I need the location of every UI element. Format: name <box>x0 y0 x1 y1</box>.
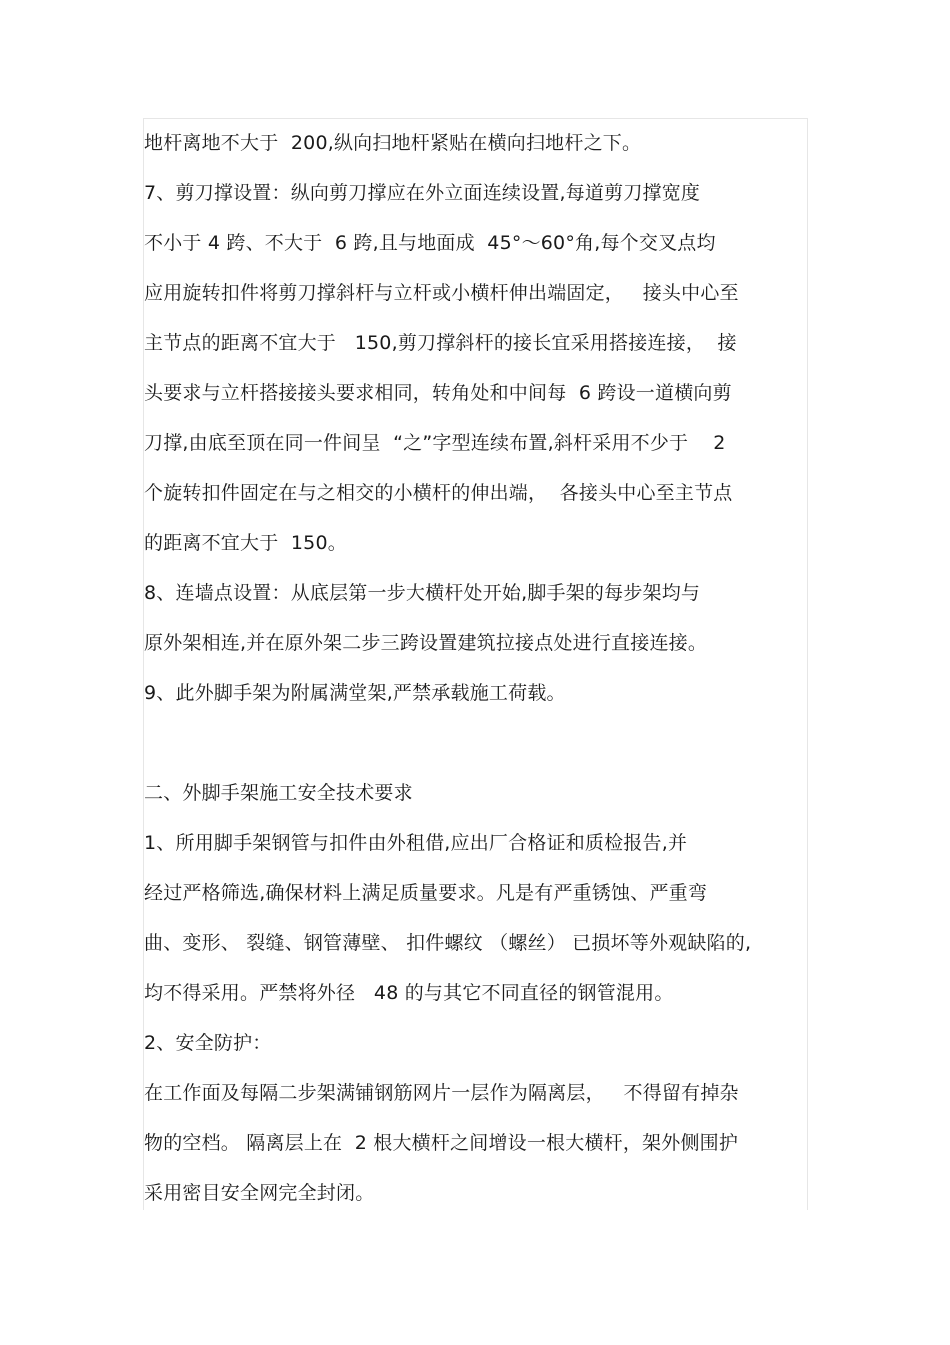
text-line-16: 曲、变形、 裂缝、钢管薄壁、 扣件螺纹 （螺丝） 已损坏等外观缺陷的, <box>144 932 752 954</box>
text-line-6: 头要求与立杆搭接接头要求相同，转角处和中间每 6 跨设一道横向剪 <box>144 382 732 404</box>
text-line-7: 刀撑,由底至顶在同一件间呈 “之”字型连续布置,斜杆采用不少于 2 <box>144 432 726 454</box>
text-line-4: 应用旋转扣件将剪刀撑斜杆与立杆或小横杆伸出端固定， 接头中心至 <box>144 282 739 304</box>
text-line-20: 物的空档。 隔离层上在 2 根大横杆之间增设一根大横杆，架外侧围护 <box>144 1132 739 1154</box>
item-7-heading: 7、剪刀撑设置：纵向剪刀撑应在外立面连续设置,每道剪刀撑宽度 <box>144 182 701 204</box>
text-line-15: 经过严格筛选,确保材料上满足质量要求。凡是有严重锈蚀、严重弯 <box>144 882 708 904</box>
item-1-heading: 1、所用脚手架钢管与扣件由外租借,应出厂合格证和质检报告,并 <box>144 832 688 854</box>
item-9-heading: 9、此外脚手架为附属满堂架,严禁承载施工荷载。 <box>144 682 566 704</box>
text-line-9: 的距离不宜大于 150。 <box>144 532 347 554</box>
text-line-8: 个旋转扣件固定在与之相交的小横杆的伸出端， 各接头中心至主节点 <box>144 482 733 504</box>
text-line-19: 在工作面及每隔二步架满铺钢筋网片一层作为隔离层， 不得留有掉杂 <box>144 1082 739 1104</box>
text-line-21: 采用密目安全网完全封闭。 <box>144 1182 375 1204</box>
item-2-heading: 2、安全防护： <box>144 1032 272 1054</box>
text-line-11: 原外架相连,并在原外架二步三跨设置建筑拉接点处进行直接连接。 <box>144 632 708 654</box>
text-line-17: 均不得采用。严禁将外径 48 的与其它不同直径的钢管混用。 <box>144 982 674 1004</box>
text-line-1: 地杆离地不大于 200,纵向扫地杆紧贴在横向扫地杆之下。 <box>144 132 642 154</box>
item-8-heading: 8、连墙点设置：从底层第一步大横杆处开始,脚手架的每步架均与 <box>144 582 701 604</box>
text-line-5: 主节点的距离不宜大于 150,剪刀撑斜杆的接长宜采用搭接连接， 接 <box>144 332 737 354</box>
text-line-3: 不小于 4 跨、不大于 6 跨,且与地面成 45°～60°角,每个交叉点均 <box>144 232 716 254</box>
section-2-title: 二、外脚手架施工安全技术要求 <box>144 782 413 804</box>
